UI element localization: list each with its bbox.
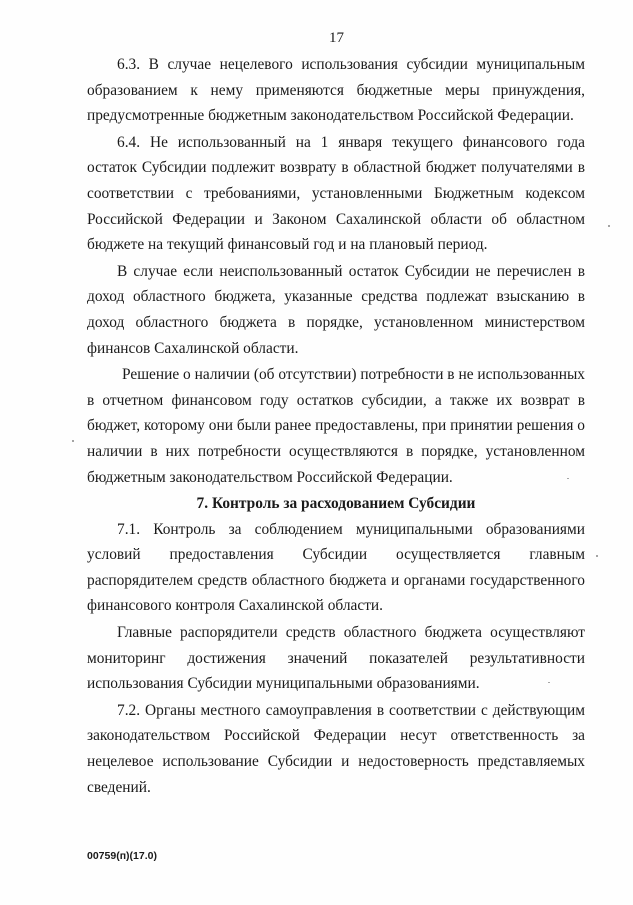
page-number: 17 xyxy=(329,30,344,46)
paragraph-6-4: 6.4. Не использованный на 1 января текущего финансового года остаток Субсидии подлежит возврату в областной бюджет получателями в соответствии с требованиями, установленными Бюджетным кодексом Российской Федерации и Законом Сахалинской области об областном бюджете на текущий финансовый год и на плановый период. xyxy=(87,133,585,254)
paragraph-6-3: 6.3. В случае нецелевого использования субсидии муниципальным образованием к нему применяются бюджетные меры принуждения, предусмотренные бюджетным законодательством Российской Федерации. xyxy=(87,56,585,125)
scan-speck xyxy=(548,682,550,683)
paragraph-7-1: 7.1. Контроль за соблюдением муниципальными образованиями условий предоставления Субсидии осуществляется главным распорядителем средств областного бюджета и органами государственного финансового контроля Сахалинской области. xyxy=(87,520,585,615)
scan-speck xyxy=(596,555,598,557)
paragraph-decision-need: Решение о наличии (об отсутствии) потребности в не использованных в отчетном финансовом году остатков субсидии, а также их возврат в бюджет, которому они были ранее предоставлены, при принятии решения о наличии в них потребности осуществляются в порядке, установленном бюджетным законодательством Российской Федерации. xyxy=(87,366,585,486)
section-heading: 7. Контроль за расходованием Субсидии xyxy=(196,495,476,513)
document-body xyxy=(87,52,585,800)
paragraph-unused-balance: В случае если неиспользованный остаток Субсидии не перечислен в доход областного бюджета, указанные средства подлежат взысканию в доход областного бюджета в порядке, установленном министерством финансов Сахалинской области. xyxy=(87,262,585,357)
paragraph-monitoring: Главные распорядители средств областного бюджета осуществляют мониторинг достижения значений показателей результативности использования Субсидии муниципальными образованиями. xyxy=(87,624,585,693)
scan-speck xyxy=(608,225,610,227)
paragraph-7-2: 7.2. Органы местного самоуправления в соответствии с действующим законодательством Российской Федерации несут ответственность за нецелевое использование Субсидии и недостоверность представляемых сведений. xyxy=(87,701,585,796)
document-code: 00759(п)(17.0) xyxy=(87,850,157,862)
scan-speck xyxy=(72,440,74,442)
scan-speck xyxy=(567,478,569,479)
